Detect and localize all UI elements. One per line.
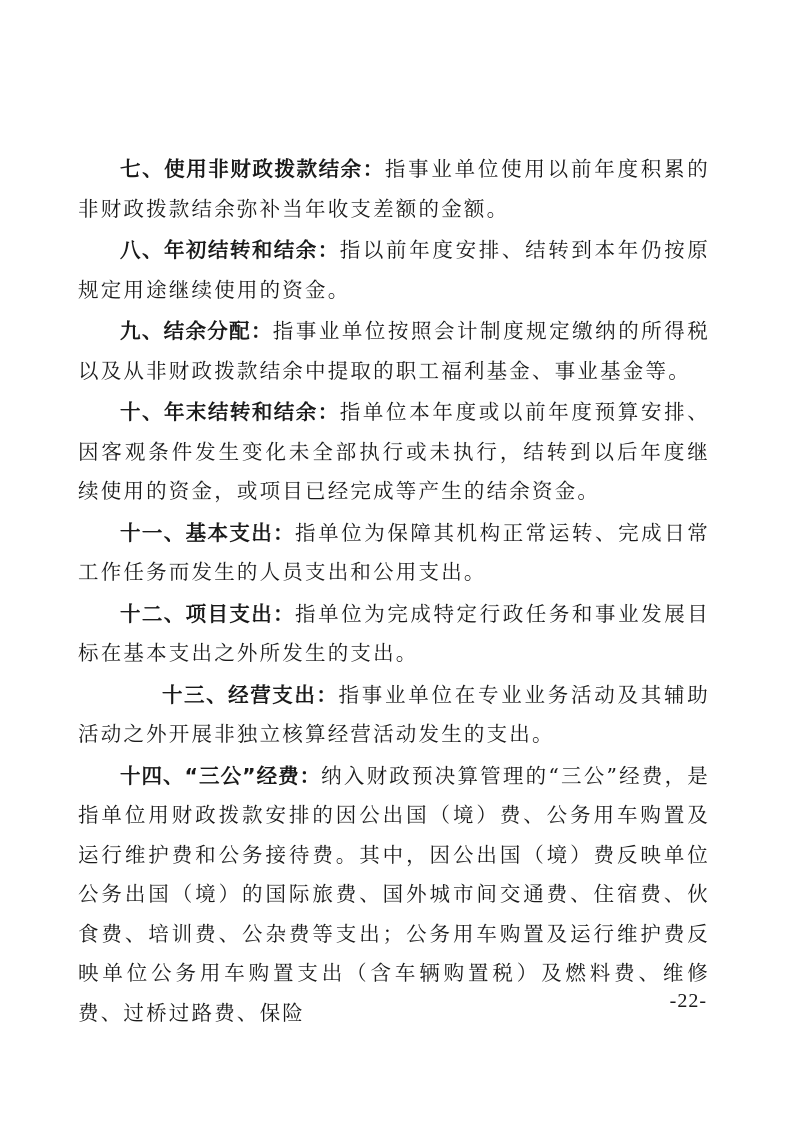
- paragraph-text: 指事业单位使用以前年度积累的非财政拨款结余弥补当年收支差额的金额。: [78, 157, 710, 221]
- paragraph-text: 指以前年度安排、结转到本年仍按原规定用途继续使用的资金。: [78, 238, 710, 302]
- paragraph-term: 十、年末结转和结余：: [120, 400, 340, 424]
- paragraph-term: 九、结余分配：: [120, 319, 273, 343]
- paragraph-project-expenditure: [78, 595, 710, 674]
- paragraph-text: 指单位本年度或以前年度预算安排、因客观条件发生变化未全部执行或未执行，结转到以后年度继续使用的资金，或项目已经完成等产生的结余资金。: [78, 400, 710, 503]
- paragraph-text: 指单位为完成特定行政任务和事业发展目标在基本支出之外所发生的支出。: [78, 601, 711, 665]
- paragraph-carryover-start: [78, 231, 710, 310]
- paragraph-text: 纳入财政预决算管理的“三公”经费，是指单位用财政拨款安排的因公出国（境）费、公务用车购置及运行维护费和公务接待费。其中，因公出国（境）费反映单位公务出国（境）的国际旅费、国外城市间交通费、住宿费、伙食费、培训费、公杂费等支出；公务用车购置及运行维护费反映单位公务用车购置支出（含车辆购置税）及燃料费、维修费、过桥过路费、保险: [78, 763, 711, 1025]
- paragraph-unused-nonfiscal-balance: [78, 150, 710, 229]
- paragraph-basic-expenditure: [78, 514, 710, 593]
- paragraph-balance-distribution: [78, 312, 710, 391]
- document-body: [78, 150, 710, 1033]
- paragraph-term: 八、年初结转和结余：: [120, 238, 340, 262]
- paragraph-term: 十一、基本支出：: [120, 520, 296, 545]
- paragraph-term: 七、使用非财政拨款结余：: [120, 157, 385, 181]
- page-number: -22-: [669, 990, 707, 1012]
- paragraph-carryover-end: [78, 393, 710, 512]
- paragraph-text: 指事业单位在专业业务活动及其辅助活动之外开展非独立核算经营活动发生的支出。: [78, 682, 710, 746]
- paragraph-term: 十四、“三公”经费：: [120, 763, 322, 788]
- paragraph-text: 指单位为保障其机构正常运转、完成日常工作任务而发生的人员支出和公用支出。: [78, 520, 711, 584]
- paragraph-term: 十二、项目支出：: [120, 601, 296, 626]
- paragraph-term: 十三、经营支出：: [162, 682, 339, 707]
- paragraph-three-public-expenses: [78, 757, 710, 1034]
- paragraph-text: 指事业单位按照会计制度规定缴纳的所得税以及从非财政拨款结余中提取的职工福利基金、事业基金等。: [78, 319, 710, 383]
- paragraph-operating-expenditure: [78, 676, 710, 755]
